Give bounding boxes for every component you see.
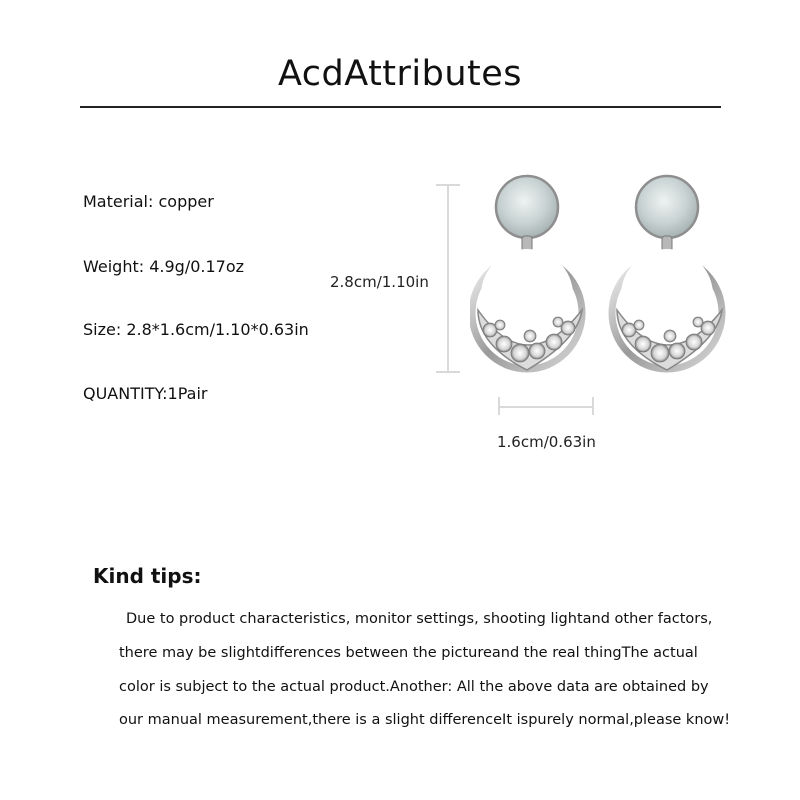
attribute-weight: Weight: 4.9g/0.17oz [83,257,245,276]
width-dimension-cap-right [592,397,594,415]
height-dimension-cap-bottom [436,371,460,373]
attribute-material: Material: copper [83,192,214,211]
attribute-quantity: QUANTITY:1Pair [83,384,208,403]
height-dimension-cap-top [436,184,460,186]
width-dimension-label: 1.6cm/0.63in [497,433,596,451]
tip-line: our manual measurement,there is a slight differenceIt ispurely normal,please know! [119,712,731,728]
earrings-icon [470,170,740,390]
height-dimension-label: 2.8cm/1.10in [330,273,429,291]
right-earring [612,176,722,370]
title-divider [80,106,721,108]
tip-line: Due to product characteristics, monitor settings, shooting lightand other factors, [126,611,713,627]
width-dimension-line [499,406,594,408]
page-title: AcdAttributes [277,54,523,94]
height-dimension-line [447,185,449,373]
left-earring [472,176,582,370]
tip-line: there may be slightdifferences between the pictureand the real thingThe actual [119,645,698,661]
tips-heading: Kind tips: [93,564,202,588]
tip-line: color is subject to the actual product.Another: All the above data are obtained by [119,679,709,695]
attribute-size: Size: 2.8*1.6cm/1.10*0.63in [83,320,309,339]
width-dimension-cap-left [498,397,500,415]
